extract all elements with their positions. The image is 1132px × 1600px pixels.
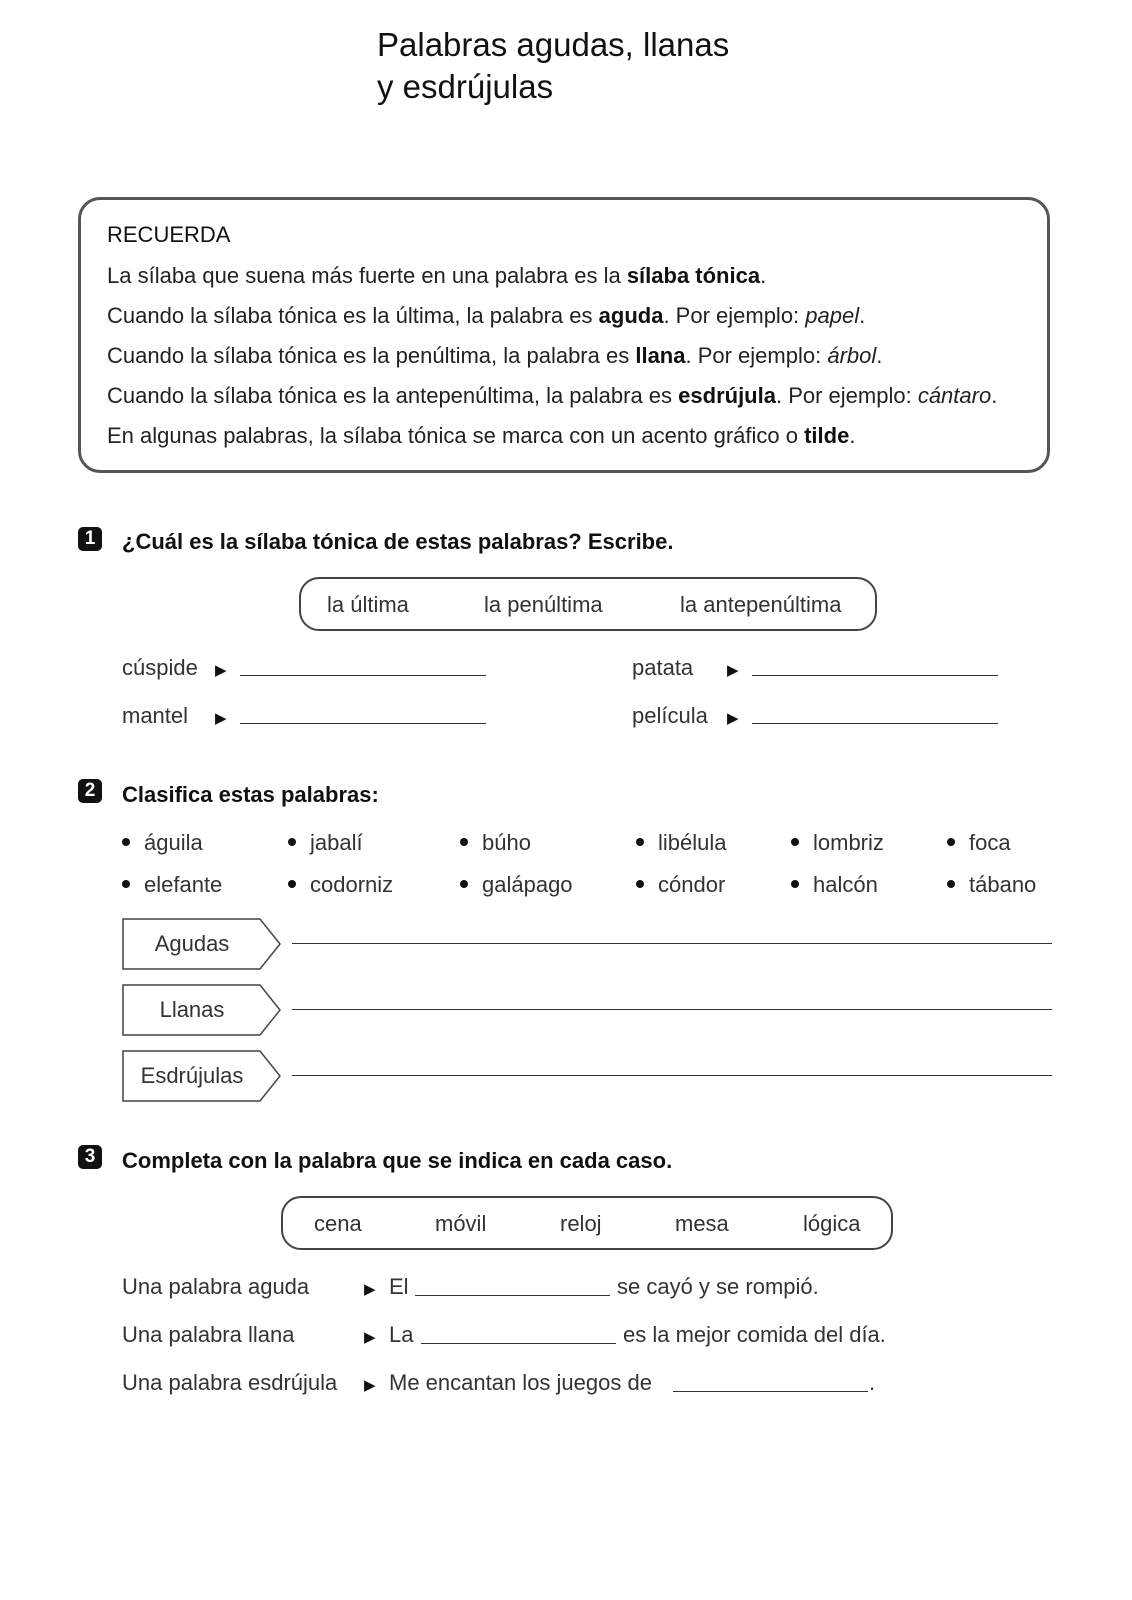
sentence-start: Me encantan los juegos de: [389, 1370, 652, 1395]
answer-line-agudas[interactable]: [292, 943, 1052, 944]
arrow-icon: ▶: [364, 1329, 376, 1346]
arrow-icon: ▶: [364, 1281, 376, 1298]
category-label: Agudas: [154, 931, 230, 956]
example-word: cántaro: [917, 383, 992, 408]
bold-term: aguda: [598, 303, 664, 328]
answer-blank[interactable]: [415, 1295, 610, 1296]
bullet-icon: [947, 880, 955, 888]
word-item: [460, 872, 573, 898]
word-text: galápago: [482, 872, 573, 897]
exercise-3-title: Completa con la palabra que se indica en cada caso.: [122, 1148, 673, 1173]
text: . Por ejemplo:: [775, 383, 918, 408]
exercise-1-word: patata: [632, 655, 694, 680]
bullet-icon: [791, 880, 799, 888]
answer-line-llanas[interactable]: [292, 1009, 1052, 1010]
bullet-icon: [947, 838, 955, 846]
exercise-3-word-bank: [281, 1196, 893, 1250]
word-option: cena: [314, 1211, 362, 1236]
word-option: mesa: [675, 1211, 729, 1236]
answer-blank[interactable]: [673, 1391, 868, 1392]
text: . Por ejemplo:: [685, 343, 828, 368]
word-text: foca: [969, 830, 1011, 855]
word-item: [947, 830, 1011, 856]
page-title: [377, 24, 729, 108]
word-item: [122, 830, 203, 856]
word-text: halcón: [813, 872, 878, 897]
word-text: jabalí: [310, 830, 363, 855]
page-title-line-2: y esdrújulas: [377, 68, 554, 105]
bold-term: tilde: [804, 423, 850, 448]
arrow-icon: ▶: [727, 710, 739, 727]
category-tag-esdrujulas: [122, 1050, 282, 1102]
exercise-3-number: 3: [78, 1145, 102, 1169]
answer-blank[interactable]: [421, 1343, 616, 1344]
bullet-icon: [791, 838, 799, 846]
text: Cuando la sílaba tónica es la antepenúltima, la palabra es: [107, 383, 679, 408]
bullet-icon: [122, 838, 130, 846]
recuerda-line-2: [107, 303, 865, 329]
text: .: [760, 263, 767, 288]
exercise-1-word: mantel: [122, 703, 189, 728]
bullet-icon: [636, 880, 644, 888]
text: .: [876, 343, 883, 368]
category-label: Llanas: [159, 997, 225, 1022]
word-item: [288, 872, 393, 898]
category-tag-agudas: [122, 918, 282, 970]
word-item: [791, 830, 884, 856]
category-label: Esdrújulas: [140, 1063, 244, 1088]
word-option: la antepenúltima: [680, 592, 842, 617]
page-title-line-1: Palabras agudas, llanas: [377, 26, 730, 63]
sentence-label: Una palabra aguda: [122, 1274, 310, 1299]
word-item: [791, 872, 878, 898]
category-tag-llanas: [122, 984, 282, 1036]
recuerda-line-1: [107, 263, 766, 289]
text: Cuando la sílaba tónica es la última, la palabra es: [107, 303, 599, 328]
bullet-icon: [288, 880, 296, 888]
word-text: lombriz: [813, 830, 884, 855]
recuerda-box: [78, 197, 1050, 473]
exercise-1-number: 1: [78, 527, 102, 551]
sentence-label: Una palabra llana: [122, 1322, 295, 1347]
word-option: la penúltima: [484, 592, 603, 617]
sentence-end: .: [869, 1370, 876, 1395]
text: Cuando la sílaba tónica es la penúltima, la palabra es: [107, 343, 636, 368]
recuerda-line-3: [107, 343, 882, 369]
exercise-1-title: ¿Cuál es la sílaba tónica de estas palabras? Escribe.: [122, 529, 674, 554]
exercise-1-word: película: [632, 703, 708, 728]
answer-line-esdrujulas[interactable]: [292, 1075, 1052, 1076]
example-word: papel: [805, 303, 860, 328]
bullet-icon: [460, 880, 468, 888]
bold-term: sílaba tónica: [626, 263, 761, 288]
answer-blank[interactable]: [752, 723, 998, 724]
exercise-2-number: 2: [78, 779, 102, 803]
word-item: [460, 830, 531, 856]
answer-blank[interactable]: [752, 675, 998, 676]
recuerda-line-5: [107, 423, 855, 449]
exercise-1-word: cúspide: [122, 655, 198, 680]
sentence-start: La: [389, 1322, 414, 1347]
bold-term: llana: [635, 343, 686, 368]
text: . Por ejemplo:: [663, 303, 806, 328]
word-text: águila: [144, 830, 203, 855]
text: .: [859, 303, 866, 328]
exercise-2-title: Clasifica estas palabras:: [122, 782, 379, 807]
word-text: elefante: [144, 872, 223, 897]
arrow-icon: ▶: [727, 662, 739, 679]
word-item: [288, 830, 363, 856]
word-item: [636, 830, 727, 856]
text: .: [849, 423, 856, 448]
bullet-icon: [460, 838, 468, 846]
arrow-icon: ▶: [215, 710, 227, 727]
sentence-label: Una palabra esdrújula: [122, 1370, 338, 1395]
text: .: [991, 383, 998, 408]
sentence-end: es la mejor comida del día.: [623, 1322, 886, 1347]
arrow-icon: ▶: [215, 662, 227, 679]
word-item: [122, 872, 222, 898]
word-text: libélula: [658, 830, 727, 855]
text: En algunas palabras, la sílaba tónica se marca con un acento gráfico o: [107, 423, 805, 448]
word-option: reloj: [560, 1211, 602, 1236]
word-option: la última: [327, 592, 409, 617]
word-text: cóndor: [658, 872, 726, 897]
word-option: móvil: [435, 1211, 487, 1236]
word-item: [636, 872, 725, 898]
word-text: búho: [482, 830, 531, 855]
bold-term: esdrújula: [678, 383, 776, 408]
answer-blank[interactable]: [240, 675, 486, 676]
sentence-start: El: [389, 1274, 409, 1299]
bullet-icon: [636, 838, 644, 846]
recuerda-line-4: [107, 383, 997, 409]
arrow-icon: ▶: [364, 1377, 376, 1394]
exercise-1-word-bank: [299, 577, 877, 631]
answer-blank[interactable]: [240, 723, 486, 724]
word-text: tábano: [969, 872, 1037, 897]
recuerda-heading: RECUERDA: [107, 222, 231, 247]
sentence-end: se cayó y se rompió.: [617, 1274, 819, 1299]
example-word: árbol: [827, 343, 877, 368]
word-text: codorniz: [310, 872, 394, 897]
bullet-icon: [122, 880, 130, 888]
bullet-icon: [288, 838, 296, 846]
text: La sílaba que suena más fuerte en una palabra es la: [107, 263, 627, 288]
word-option: lógica: [803, 1211, 861, 1236]
word-item: [947, 872, 1036, 898]
